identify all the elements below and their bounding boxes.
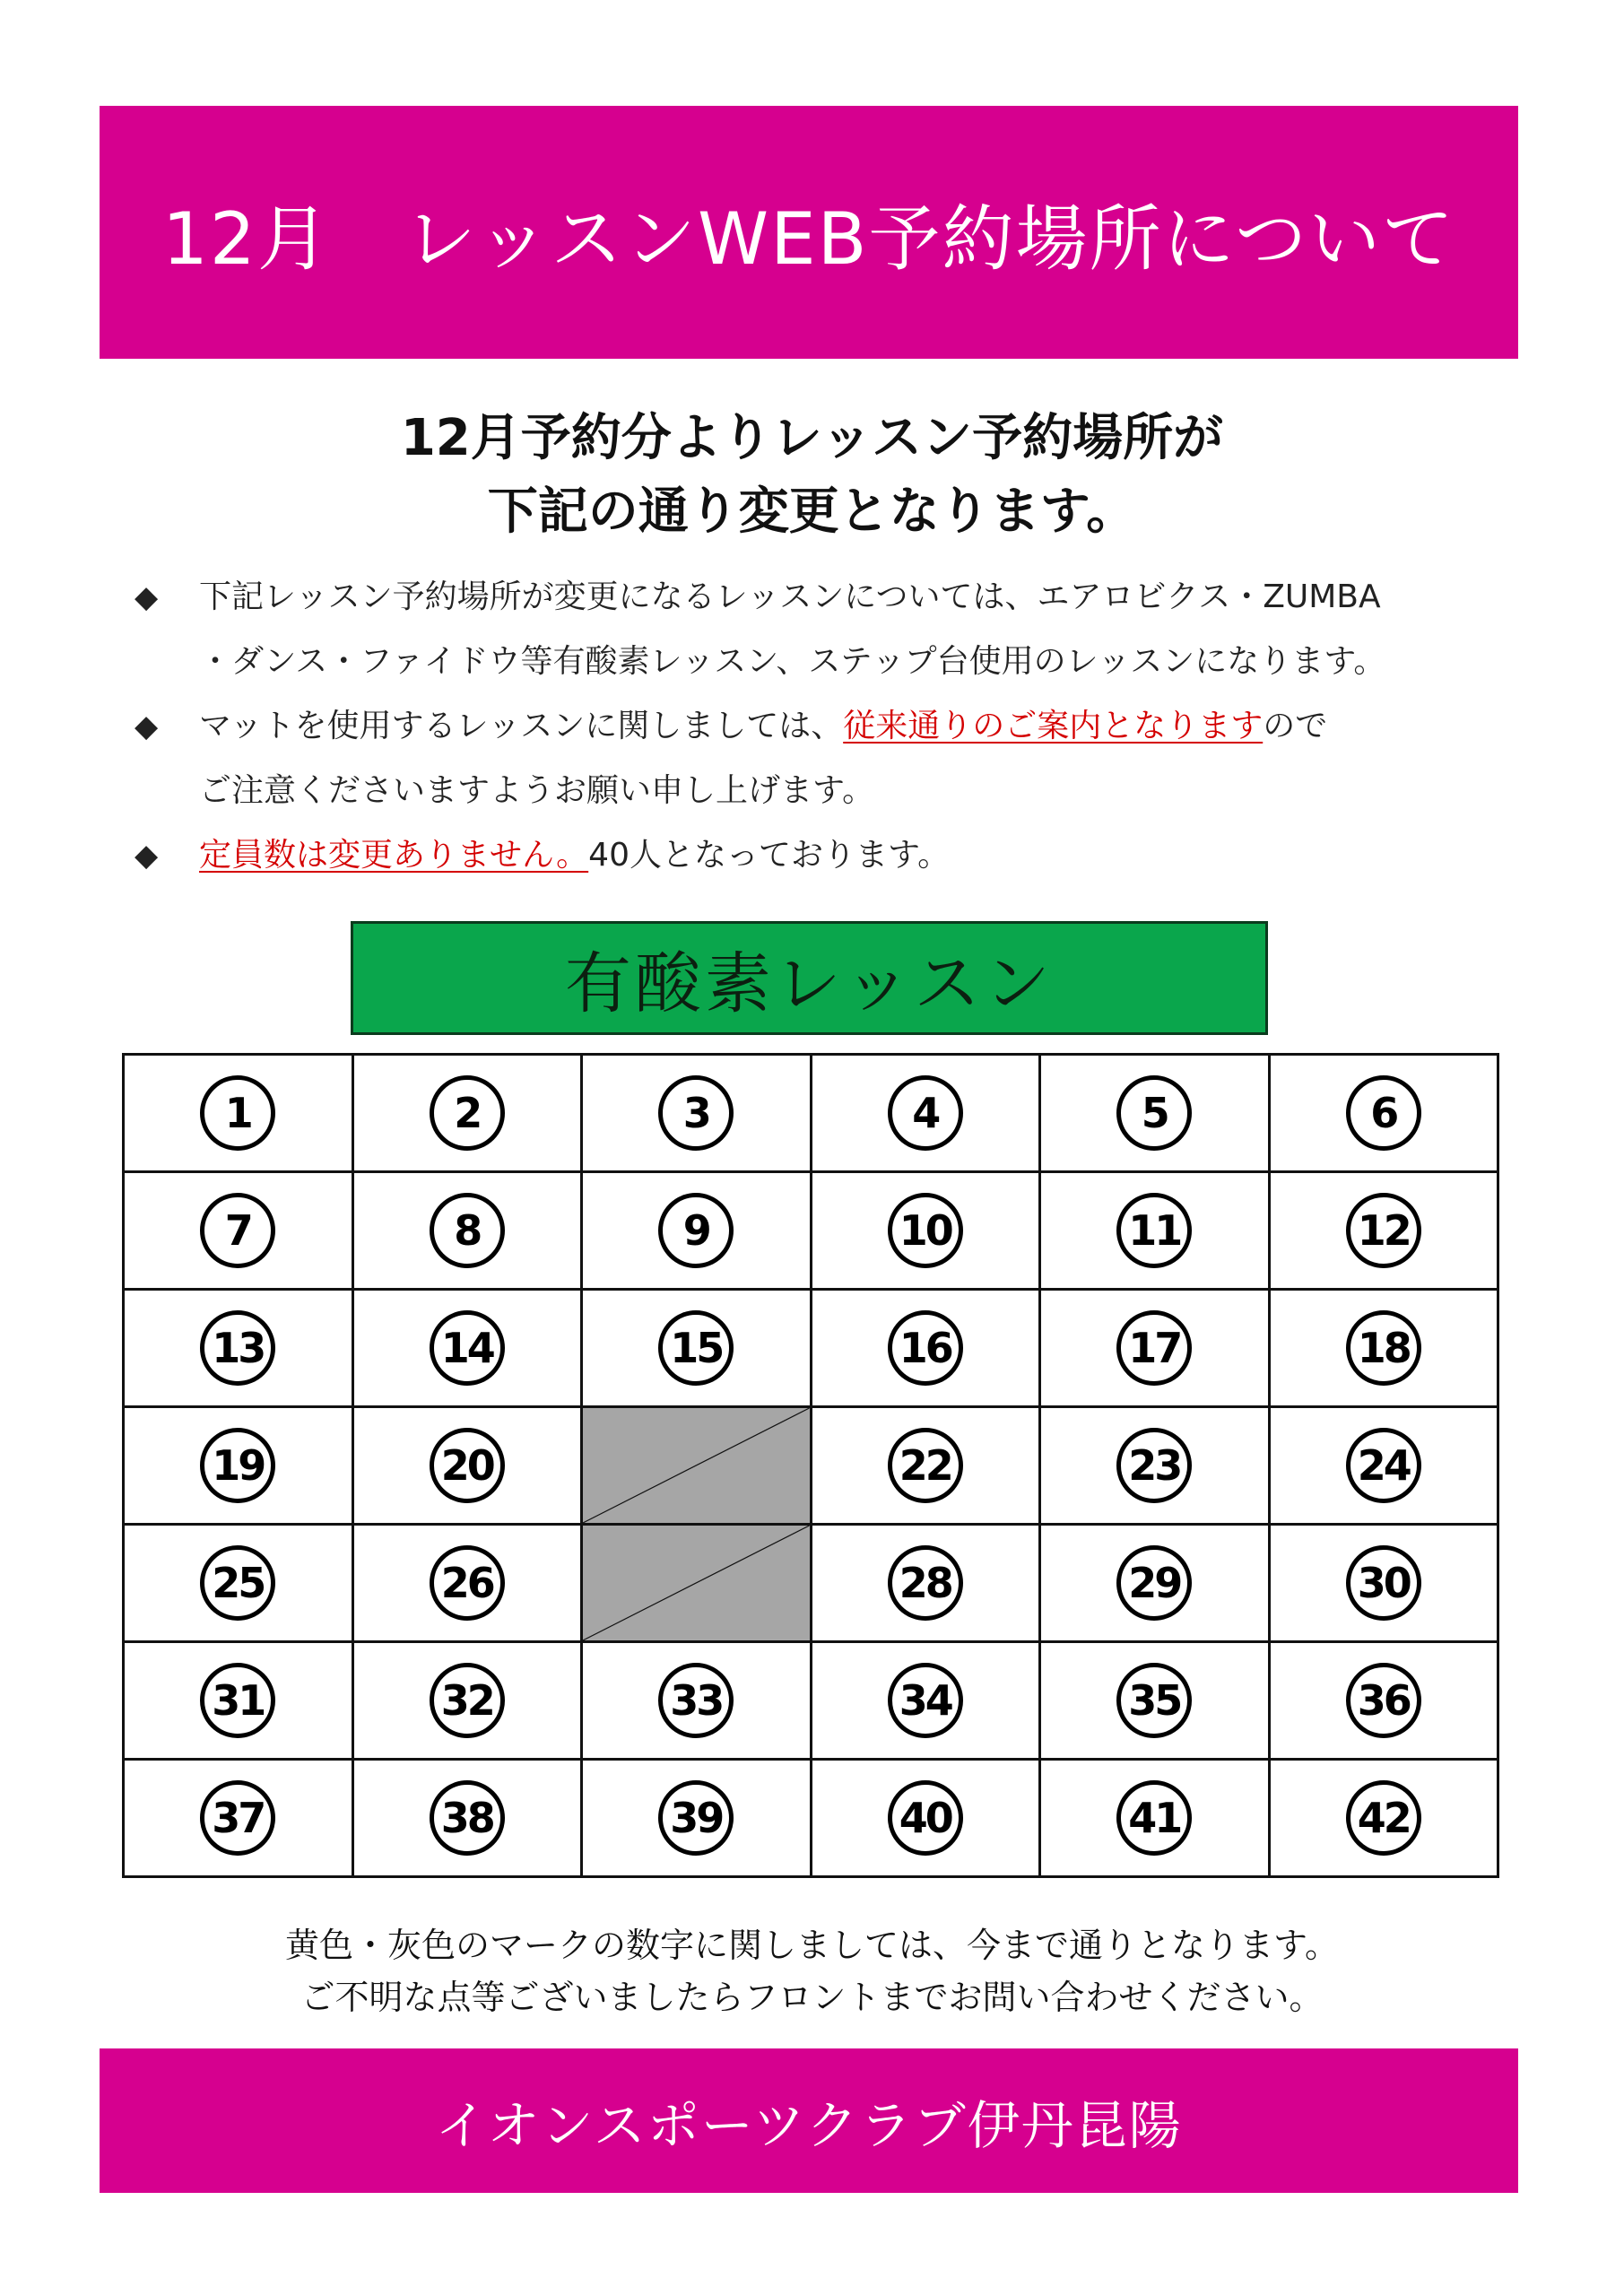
spot-cell [582,1760,812,1877]
blocked-spot-cell [582,1525,812,1642]
spot-cell [124,1760,353,1877]
spot-cell [352,1760,582,1877]
notice-item-2 [135,694,1515,823]
notice-3-text: 40人となっております。 [588,837,951,874]
footer-note-line-2: ご不明な点等ございましたらフロントまでお問い合わせください。 [300,1978,1324,2017]
spot-cell [811,1407,1040,1525]
header-banner [100,106,1518,359]
spot-cell [352,1290,582,1407]
spot-cell [1040,1055,1270,1172]
footer-note [0,1919,1624,2023]
grid-row [124,1760,1498,1877]
spot-number: 5 [1116,1075,1192,1151]
spot-cell [811,1760,1040,1877]
notice-item-1 [135,565,1515,694]
brand-name: イオンスポーツクラブ伊丹昆陽 [435,2094,1183,2156]
section-title: 有酸素レッスン [351,921,1268,1035]
spot-cell [1269,1760,1498,1877]
spot-number: 22 [888,1428,963,1503]
spot-cell [811,1525,1040,1642]
spot-cell [811,1290,1040,1407]
grid-row [124,1290,1498,1407]
spot-number: 12 [1346,1193,1421,1268]
notice-3-highlight: 定員数は変更ありません。 [199,837,589,874]
spot-number: 28 [888,1545,963,1621]
spot-number: 18 [1346,1310,1421,1386]
spot-cell [1269,1172,1498,1290]
spot-number: 42 [1346,1780,1421,1856]
spot-number: 13 [200,1310,275,1386]
notice-2-highlight: 従来通りのご案内となります [843,708,1264,744]
intro-message [0,402,1624,549]
spot-cell [124,1642,353,1760]
spot-number: 32 [430,1663,505,1738]
intro-line-2: 下記の通り変更となります。 [487,483,1137,541]
notice-list [135,565,1515,888]
notice-2-line-1 [199,694,1515,759]
spot-number: 25 [200,1545,275,1621]
spot-number: 8 [430,1193,505,1268]
spot-number: 39 [658,1780,734,1856]
spot-number: 36 [1346,1663,1421,1738]
grid-row [124,1055,1498,1172]
spot-cell [124,1290,353,1407]
grid-row [124,1642,1498,1760]
spot-cell [124,1407,353,1525]
lesson-spot-grid [122,1053,1499,1878]
notice-1-line-1: 下記レッスン予約場所が変更になるレッスンについては、エアロビクス・ZUMBA [199,578,1381,615]
spot-cell [811,1055,1040,1172]
spot-number: 15 [658,1310,734,1386]
spot-number: 4 [888,1075,963,1151]
notice-item-3 [135,823,1515,888]
brand-banner [100,2048,1518,2193]
notice-2-text-end: ので [1263,708,1328,744]
spot-number: 35 [1116,1663,1192,1738]
spot-number: 16 [888,1310,963,1386]
spot-number: 10 [888,1193,963,1268]
spot-cell [1269,1407,1498,1525]
spot-cell [1269,1525,1498,1642]
spot-cell [352,1642,582,1760]
spot-number: 24 [1346,1428,1421,1503]
spot-number: 11 [1116,1193,1192,1268]
spot-number: 7 [200,1193,275,1268]
spot-cell [1269,1290,1498,1407]
spot-cell [124,1172,353,1290]
spot-cell [352,1525,582,1642]
spot-number: 6 [1346,1075,1421,1151]
diamond-bullet-icon: ◆ [135,709,159,744]
spot-cell [582,1172,812,1290]
notice-2-line-2: ご注意くださいますようお願い申し上げます。 [199,772,875,809]
spot-cell [1269,1642,1498,1760]
spot-number: 19 [200,1428,275,1503]
spot-number: 3 [658,1075,734,1151]
spot-cell [1040,1407,1270,1525]
spot-number: 31 [200,1663,275,1738]
diagonal-strike-icon [583,1526,810,1640]
spot-number: 26 [430,1545,505,1621]
spot-cell [1269,1055,1498,1172]
page-title: 12月 レッスンWEB予約場所について [162,196,1455,281]
notice-1-line-2: ・ダンス・ファイドウ等有酸素レッスン、ステップ台使用のレッスンになります。 [199,643,1386,680]
spot-number: 23 [1116,1428,1192,1503]
spot-cell [352,1055,582,1172]
footer-note-line-1: 黄色・灰色のマークの数字に関しましては、今まで通りとなります。 [285,1926,1339,1965]
spot-cell [352,1407,582,1525]
notice-3-line-1 [199,823,1515,888]
spot-cell [352,1172,582,1290]
spot-cell [811,1642,1040,1760]
spot-number: 37 [200,1780,275,1856]
grid-row [124,1172,1498,1290]
grid-row [124,1525,1498,1642]
spot-number: 30 [1346,1545,1421,1621]
spot-number: 34 [888,1663,963,1738]
spot-cell [811,1172,1040,1290]
spot-cell [1040,1290,1270,1407]
spot-cell [582,1290,812,1407]
spot-number: 9 [658,1193,734,1268]
spot-cell [1040,1172,1270,1290]
diamond-bullet-icon: ◆ [135,838,159,874]
spot-number: 40 [888,1780,963,1856]
spot-cell [582,1642,812,1760]
spot-number: 1 [200,1075,275,1151]
spot-number: 41 [1116,1780,1192,1856]
diamond-bullet-icon: ◆ [135,579,159,615]
spot-number: 17 [1116,1310,1192,1386]
spot-number: 38 [430,1780,505,1856]
diagonal-strike-icon [583,1408,810,1523]
notice-2-text: マットを使用するレッスンに関しましては、 [199,708,844,744]
spot-cell [1040,1760,1270,1877]
spot-number: 14 [430,1310,505,1386]
spot-number: 33 [658,1663,734,1738]
spot-cell [124,1055,353,1172]
spot-number: 2 [430,1075,505,1151]
spot-cell [582,1055,812,1172]
intro-line-1: 12月予約分よりレッスン予約場所が [400,409,1224,467]
blocked-spot-cell [582,1407,812,1525]
spot-cell [1040,1642,1270,1760]
spot-number: 20 [430,1428,505,1503]
spot-cell [124,1525,353,1642]
spot-cell [1040,1525,1270,1642]
spot-number: 29 [1116,1545,1192,1621]
grid-row [124,1407,1498,1525]
